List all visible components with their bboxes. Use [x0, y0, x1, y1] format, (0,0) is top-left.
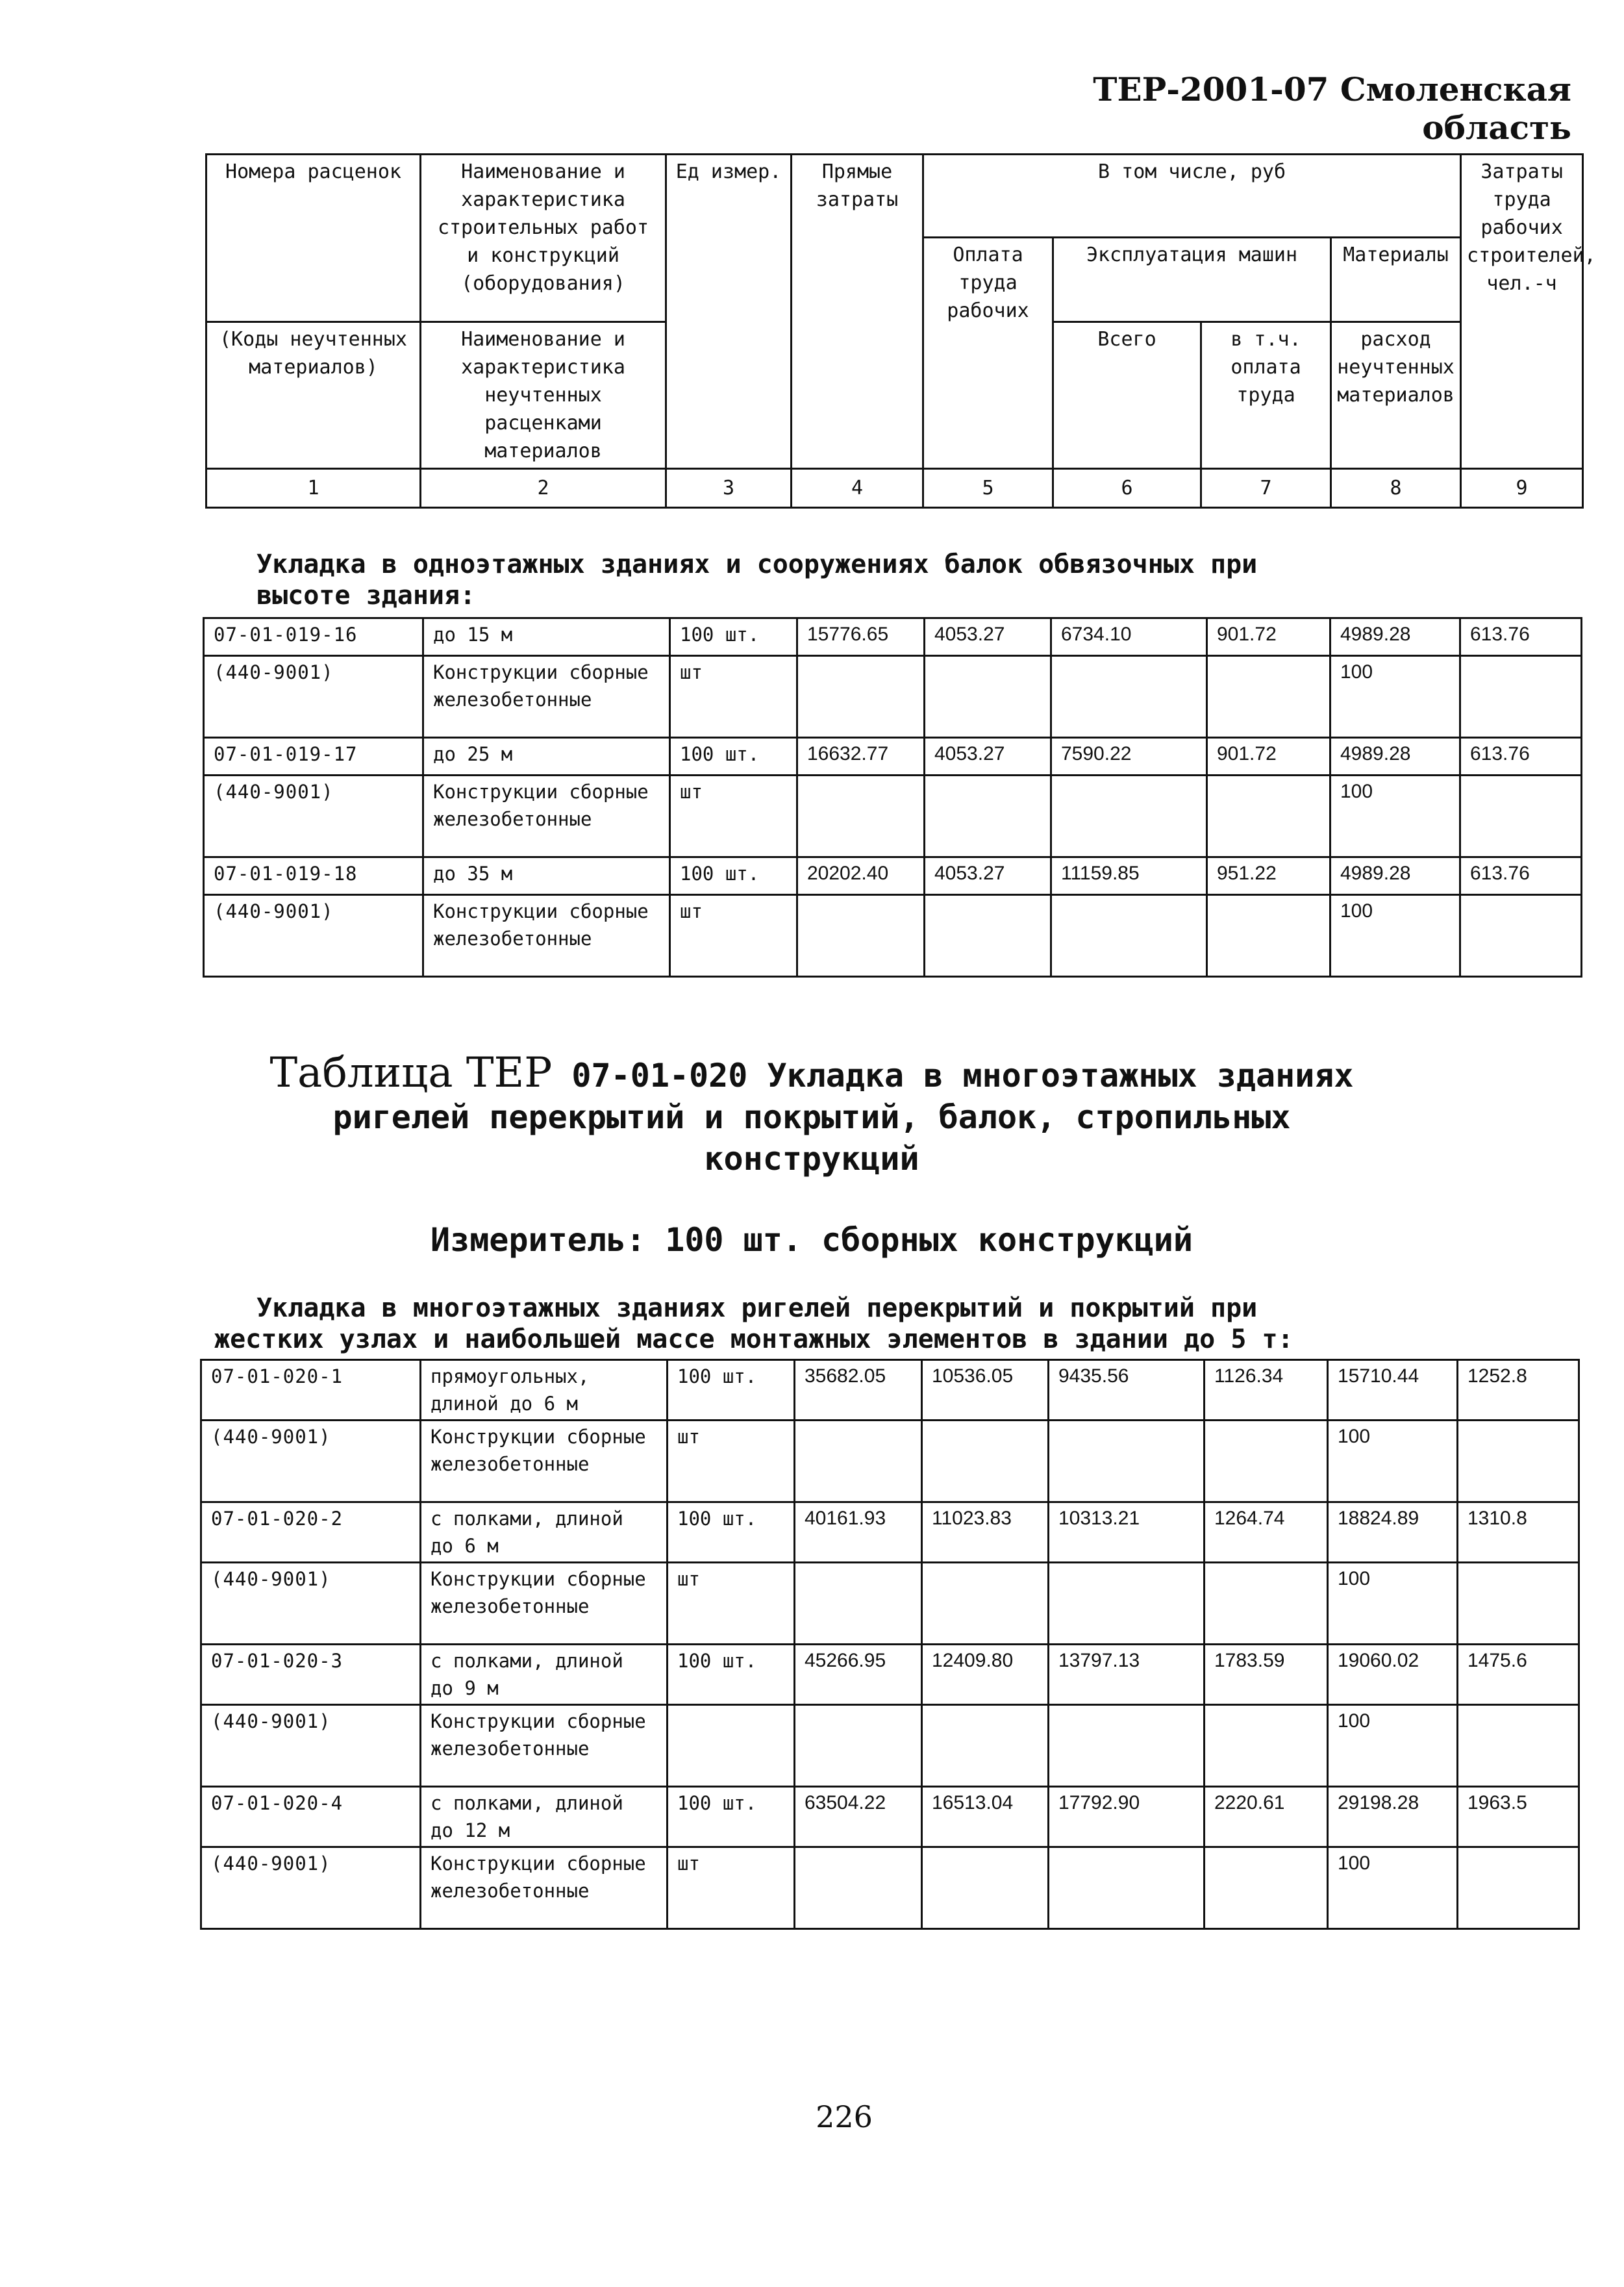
header-col1-top: Номера расценок	[206, 155, 421, 322]
cell-code: (440-9001)	[201, 1705, 421, 1787]
cell-machines-labor	[1207, 895, 1330, 977]
cell-unit: 100 шт.	[668, 1360, 795, 1421]
cell-name: прямоугольных, длиной до 6 м	[421, 1360, 668, 1421]
cell-name: до 15 м	[423, 618, 670, 656]
table-row	[204, 857, 1582, 895]
cell-code: (440-9001)	[201, 1421, 421, 1502]
cell-hours	[1460, 656, 1582, 738]
cell-direct	[795, 1421, 922, 1502]
header-col4: Прямые затраты	[792, 155, 923, 469]
cell-hours	[1458, 1421, 1579, 1502]
cell-direct: 45266.95	[795, 1645, 922, 1705]
cell-hours	[1460, 776, 1582, 857]
cell-unit: 100 шт.	[668, 1787, 795, 1847]
cell-name: с полками, длиной до 6 м	[421, 1502, 668, 1563]
cell-labor: 12409.80	[922, 1645, 1049, 1705]
cell-unit: 100 шт.	[668, 1502, 795, 1563]
cell-machines	[1049, 1705, 1205, 1787]
cell-direct	[795, 1563, 922, 1645]
cell-name: Конструкции сборные железобетонные	[423, 776, 670, 857]
cell-code: 07-01-020-2	[201, 1502, 421, 1563]
cell-code: (440-9001)	[201, 1563, 421, 1645]
cell-direct	[797, 656, 925, 738]
cell-materials: 4989.28	[1330, 738, 1460, 776]
cell-machines	[1049, 1847, 1205, 1929]
cell-machines-labor: 901.72	[1207, 738, 1330, 776]
table-row	[201, 1563, 1579, 1645]
header-expl: Эксплуатация машин	[1053, 238, 1331, 322]
column-number: 3	[666, 469, 792, 508]
cell-hours: 1963.5	[1458, 1787, 1579, 1847]
header-col9: Затраты труда рабочих строителей, чел.-ч	[1461, 155, 1583, 469]
cell-materials: 100	[1328, 1705, 1458, 1787]
cell-direct	[795, 1705, 922, 1787]
cell-name: с полками, длиной до 9 м	[421, 1645, 668, 1705]
cell-direct: 40161.93	[795, 1502, 922, 1563]
cell-unit: 100 шт.	[670, 857, 797, 895]
cell-materials: 18824.89	[1328, 1502, 1458, 1563]
cell-labor	[925, 895, 1051, 977]
cell-direct: 16632.77	[797, 738, 925, 776]
cell-machines	[1051, 895, 1207, 977]
cell-materials: 29198.28	[1328, 1787, 1458, 1847]
cell-hours	[1458, 1563, 1579, 1645]
cell-labor: 10536.05	[922, 1360, 1049, 1421]
cell-direct: 35682.05	[795, 1360, 922, 1421]
cell-hours: 613.76	[1460, 857, 1582, 895]
cell-direct	[795, 1847, 922, 1929]
cell-name: с полками, длиной до 12 м	[421, 1787, 668, 1847]
section1-table	[203, 617, 1582, 978]
cell-hours	[1458, 1847, 1579, 1929]
cell-labor	[922, 1563, 1049, 1645]
header-group: В том числе, руб	[923, 155, 1461, 238]
cell-hours	[1460, 895, 1582, 977]
cell-unit: шт	[668, 1421, 795, 1502]
cell-labor	[922, 1705, 1049, 1787]
cell-direct	[797, 895, 925, 977]
page-number: 226	[816, 2099, 873, 2134]
cell-name: до 25 м	[423, 738, 670, 776]
cell-code: (440-9001)	[201, 1847, 421, 1929]
table-row	[201, 1502, 1579, 1563]
header-col7: в т.ч. оплата труда	[1201, 322, 1331, 469]
cell-machines-labor: 951.22	[1207, 857, 1330, 895]
cell-materials: 4989.28	[1330, 857, 1460, 895]
column-number: 9	[1461, 469, 1583, 508]
column-number: 5	[923, 469, 1053, 508]
cell-machines: 6734.10	[1051, 618, 1207, 656]
cell-direct: 20202.40	[797, 857, 925, 895]
cell-machines: 17792.90	[1049, 1787, 1205, 1847]
cell-machines-labor	[1205, 1847, 1328, 1929]
cell-materials: 100	[1328, 1421, 1458, 1502]
cell-hours: 1310.8	[1458, 1502, 1579, 1563]
cell-code: 07-01-019-16	[204, 618, 423, 656]
table-row	[204, 738, 1582, 776]
cell-machines: 13797.13	[1049, 1645, 1205, 1705]
cell-unit: 100 шт.	[670, 618, 797, 656]
cell-materials: 4989.28	[1330, 618, 1460, 656]
header-col2-top: Наименование и характеристика строительных работ и конструкций (оборудования)	[421, 155, 666, 322]
table-row	[204, 895, 1582, 977]
table-row	[201, 1421, 1579, 1502]
cell-code: (440-9001)	[204, 776, 423, 857]
cell-machines-labor	[1207, 776, 1330, 857]
header-col8-bottom: расход неучтенных материалов	[1331, 322, 1461, 469]
cell-labor	[925, 776, 1051, 857]
table-row	[204, 618, 1582, 656]
cell-name: Конструкции сборные железобетонные	[421, 1421, 668, 1502]
column-number: 4	[792, 469, 923, 508]
cell-direct: 63504.22	[795, 1787, 922, 1847]
cell-materials: 15710.44	[1328, 1360, 1458, 1421]
header-col8-top: Материалы	[1331, 238, 1461, 322]
cell-machines-labor: 901.72	[1207, 618, 1330, 656]
cell-unit: шт	[670, 776, 797, 857]
cell-name: Конструкции сборные железобетонные	[421, 1563, 668, 1645]
cell-code: 07-01-019-18	[204, 857, 423, 895]
running-header: ТЕР-2001-07 Смоленская область	[1093, 70, 1571, 147]
cell-machines-labor	[1205, 1563, 1328, 1645]
header-col2-bottom: Наименование и характеристика неучтенных расценками материалов	[421, 322, 666, 469]
column-number: 6	[1053, 469, 1201, 508]
section2-heading: Укладка в многоэтажных зданиях ригелей перекрытий и покрытий при жестких узлах и наибольшей массе монтажных элементов в здании до 5 т:	[214, 1293, 1293, 1354]
header-col6: Всего	[1053, 322, 1201, 469]
table-row	[204, 656, 1582, 738]
cell-name: Конструкции сборные железобетонные	[421, 1847, 668, 1929]
cell-unit	[668, 1705, 795, 1787]
cell-materials: 19060.02	[1328, 1645, 1458, 1705]
cell-machines	[1049, 1563, 1205, 1645]
cell-hours: 1252.8	[1458, 1360, 1579, 1421]
cell-code: 07-01-020-3	[201, 1645, 421, 1705]
table-title: Таблица ТЕР 07-01-020 Укладка в многоэтажных зданиях ригелей перекрытий и покрытий, балок, стропильных конструкций	[269, 1049, 1354, 1178]
table-row	[201, 1705, 1579, 1787]
table-row	[201, 1360, 1579, 1421]
cell-unit: шт	[670, 656, 797, 738]
cell-code: 07-01-020-1	[201, 1360, 421, 1421]
cell-machines: 9435.56	[1049, 1360, 1205, 1421]
cell-labor: 16513.04	[922, 1787, 1049, 1847]
cell-hours: 613.76	[1460, 618, 1582, 656]
cell-labor: 4053.27	[925, 738, 1051, 776]
cell-machines-labor: 1783.59	[1205, 1645, 1328, 1705]
header-col3: Ед измер.	[666, 155, 792, 469]
cell-code: 07-01-019-17	[204, 738, 423, 776]
cell-machines	[1051, 656, 1207, 738]
column-number: 7	[1201, 469, 1331, 508]
cell-name: Конструкции сборные железобетонные	[423, 656, 670, 738]
section2-table	[200, 1359, 1580, 1930]
cell-machines-labor: 1126.34	[1205, 1360, 1328, 1421]
cell-unit: шт	[670, 895, 797, 977]
table-row	[201, 1645, 1579, 1705]
cell-labor	[925, 656, 1051, 738]
cell-materials: 100	[1328, 1563, 1458, 1645]
cell-materials: 100	[1330, 895, 1460, 977]
cell-hours: 1475.6	[1458, 1645, 1579, 1705]
cell-materials: 100	[1328, 1847, 1458, 1929]
meter-line: Измеритель: 100 шт. сборных конструкций	[431, 1221, 1193, 1259]
cell-labor	[922, 1847, 1049, 1929]
cell-hours	[1458, 1705, 1579, 1787]
column-number: 2	[421, 469, 666, 508]
cell-machines-labor	[1205, 1421, 1328, 1502]
cell-hours: 613.76	[1460, 738, 1582, 776]
cell-machines-labor: 1264.74	[1205, 1502, 1328, 1563]
section1-heading: Укладка в одноэтажных зданиях и сооружениях балок обвязочных при высоте здания:	[256, 550, 1258, 611]
column-header-table	[205, 153, 1596, 509]
cell-unit: шт	[668, 1563, 795, 1645]
table-row	[204, 776, 1582, 857]
cell-materials: 100	[1330, 656, 1460, 738]
header-col5: Оплата труда рабочих	[923, 238, 1053, 469]
cell-labor: 4053.27	[925, 618, 1051, 656]
cell-labor: 4053.27	[925, 857, 1051, 895]
cell-machines	[1049, 1421, 1205, 1502]
cell-machines-labor	[1207, 656, 1330, 738]
cell-direct	[797, 776, 925, 857]
cell-labor	[922, 1421, 1049, 1502]
cell-materials: 100	[1330, 776, 1460, 857]
cell-unit: шт	[668, 1847, 795, 1929]
cell-unit: 100 шт.	[670, 738, 797, 776]
cell-machines	[1051, 776, 1207, 857]
cell-direct: 15776.65	[797, 618, 925, 656]
cell-machines-labor: 2220.61	[1205, 1787, 1328, 1847]
cell-code: (440-9001)	[204, 895, 423, 977]
cell-unit: 100 шт.	[668, 1645, 795, 1705]
cell-code: (440-9001)	[204, 656, 423, 738]
cell-labor: 11023.83	[922, 1502, 1049, 1563]
column-number: 8	[1331, 469, 1461, 508]
cell-machines: 11159.85	[1051, 857, 1207, 895]
cell-machines: 7590.22	[1051, 738, 1207, 776]
cell-name: до 35 м	[423, 857, 670, 895]
table-row	[201, 1847, 1579, 1929]
cell-machines-labor	[1205, 1705, 1328, 1787]
cell-name: Конструкции сборные железобетонные	[421, 1705, 668, 1787]
cell-machines: 10313.21	[1049, 1502, 1205, 1563]
column-number: 1	[206, 469, 421, 508]
cell-code: 07-01-020-4	[201, 1787, 421, 1847]
cell-name: Конструкции сборные железобетонные	[423, 895, 670, 977]
header-col1-bottom: (Коды неучтенных материалов)	[206, 322, 421, 469]
table-row	[201, 1787, 1579, 1847]
